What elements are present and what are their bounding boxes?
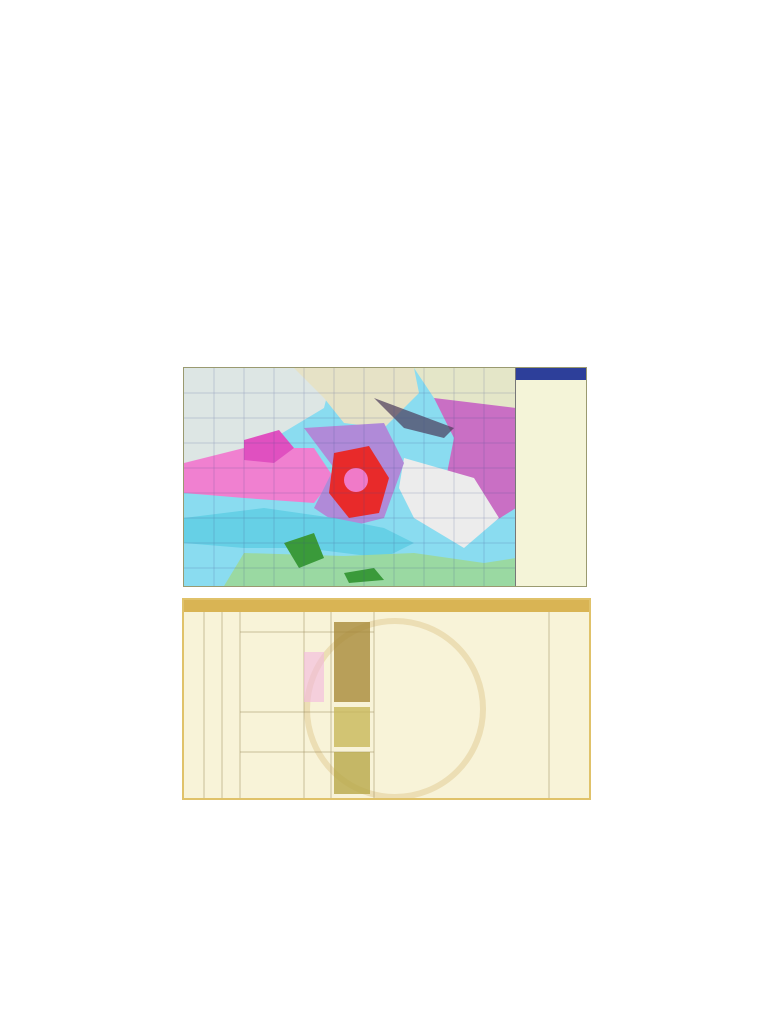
strat-header-row <box>184 600 589 612</box>
strat-column-drawing <box>184 612 589 798</box>
stratigraphic-column-figure <box>182 598 591 800</box>
legend-title <box>516 368 586 380</box>
geologic-map-figure <box>183 367 587 587</box>
map-unit-core <box>344 468 368 492</box>
map-legend <box>515 368 586 586</box>
geologic-map-drawing <box>184 368 516 586</box>
